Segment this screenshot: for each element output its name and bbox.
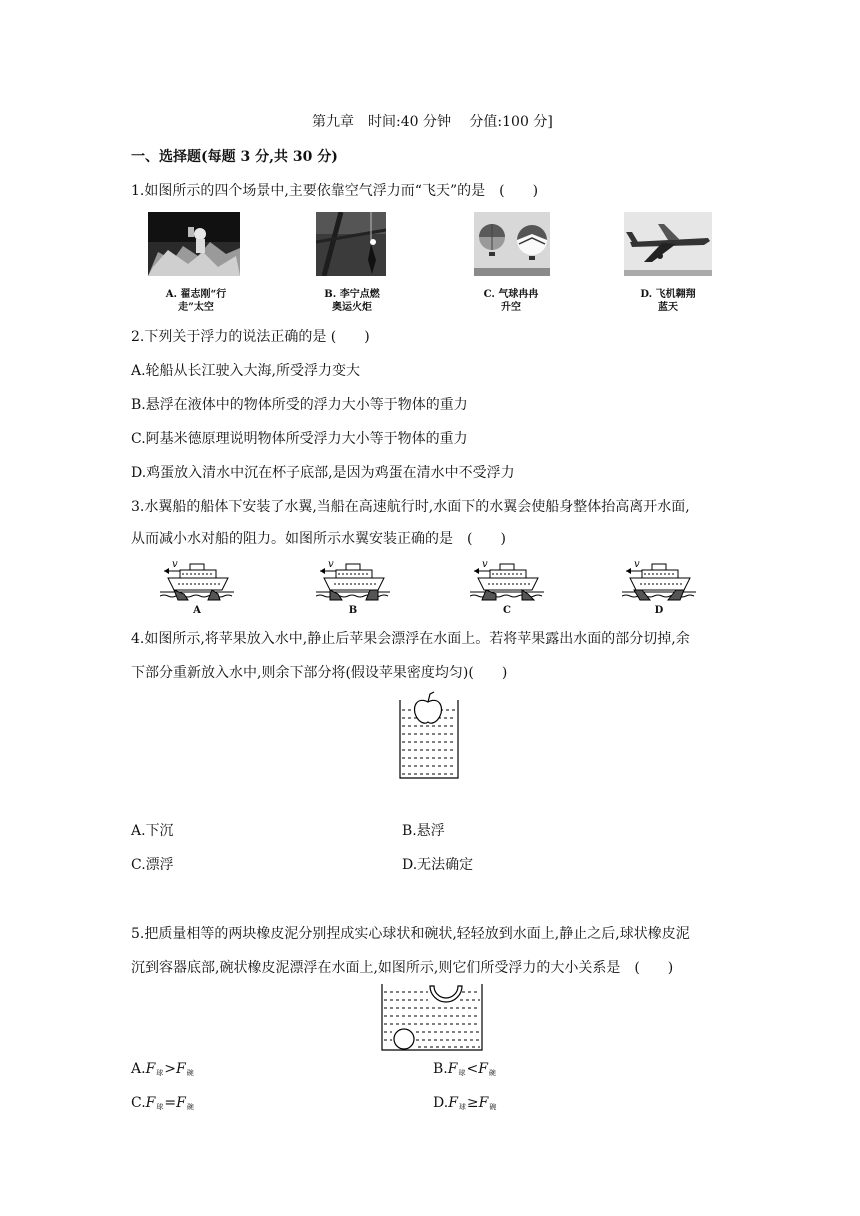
hydrofoil-label-d: D — [654, 605, 664, 616]
caption-b: B. 李宁点燃 奥运火炬 — [324, 289, 380, 313]
q4-option-c: C.漂浮 — [131, 857, 174, 873]
question-4-line1: 4.如图所示,将苹果放入水中,静止后苹果会漂浮在水面上。若将苹果露出水面的部分切掉,余 — [131, 631, 690, 647]
svg-text:v: v — [482, 559, 488, 570]
svg-text:v: v — [328, 559, 334, 570]
caption-c: C. 气球冉冉 升空 — [483, 289, 539, 313]
q2-option-b: B.悬浮在液体中的物体所受的浮力大小等于物体的重力 — [131, 397, 468, 413]
apple-in-water-diagram — [394, 690, 466, 782]
hydrofoil-diagram-c — [470, 558, 544, 620]
question-3-line1: 3.水翼船的船体下安装了水翼,当船在高速航行时,水面下的水翼会使船身整体抬高离开水面, — [131, 499, 690, 515]
q4-option-b: B.悬浮 — [402, 823, 445, 839]
hydrofoil-boat-a — [160, 558, 234, 606]
balloons-photo — [474, 212, 550, 276]
airplane-photo — [624, 212, 712, 276]
hydrofoil-boat-b — [316, 558, 390, 606]
hydrofoil-label-b: B — [348, 605, 358, 616]
q5-option-a: $A.F_球>F_碗$ — [131, 1061, 194, 1077]
hydrofoil-label-c: C — [503, 605, 511, 616]
hydrofoil-label-a: A — [193, 605, 201, 616]
question-5-line2: 沉到容器底部,碗状橡皮泥漂浮在水面上,如图所示,则它们所受浮力的大小关系是 ( ) — [131, 960, 674, 976]
q5-option-c: $C.F_球=F_碗$ — [131, 1095, 194, 1111]
q4-option-a: A.下沉 — [131, 823, 174, 839]
svg-text:v: v — [172, 559, 178, 570]
section-heading: 一、选择题(每题 3 分,共 30 分) — [131, 149, 338, 165]
svg-text:v: v — [634, 559, 640, 570]
torch-lighting-photo — [316, 212, 386, 276]
question-3-line2: 从而减小水对船的阻力。如图所示水翼安装正确的是 ( ) — [131, 531, 506, 547]
hydrofoil-boat-d — [622, 558, 696, 606]
q4-option-d: D.无法确定 — [402, 857, 474, 873]
plasticine-container-diagram — [378, 982, 486, 1054]
caption-d: D. 飞机翱翔 蓝天 — [640, 289, 696, 313]
question-4-line2: 下部分重新放入水中,则余下部分将(假设苹果密度均匀)( ) — [131, 665, 508, 681]
question-2: 2.下列关于浮力的说法正确的是 ( ) — [131, 329, 370, 345]
q2-option-d: D.鸡蛋放入清水中沉在杯子底部,是因为鸡蛋在清水中不受浮力 — [131, 465, 515, 481]
hydrofoil-boat-c — [470, 558, 544, 606]
hydrofoil-diagram-a — [160, 558, 234, 620]
hydrofoil-diagram-d — [622, 558, 696, 620]
spacewalk-photo — [148, 212, 240, 276]
q2-option-c: C.阿基米德原理说明物体所受浮力大小等于物体的重力 — [131, 431, 468, 447]
q2-option-a: A.轮船从长江驶入大海,所受浮力变大 — [131, 363, 361, 379]
question-5-line1: 5.把质量相等的两块橡皮泥分别捏成实心球状和碗状,轻轻放到水面上,静止之后,球状橡皮泥 — [131, 926, 690, 942]
q5-option-b: $B.F_球<F_碗$ — [433, 1061, 496, 1077]
q5-option-d: $D.F_球\ge F_碗$ — [433, 1095, 497, 1111]
caption-a: A. 翟志刚“行 走”太空 — [165, 289, 227, 313]
question-1: 1.如图所示的四个场景中,主要依靠空气浮力而“飞天”的是 ( ) — [131, 183, 539, 199]
hydrofoil-diagram-b — [316, 558, 390, 620]
page-title: 第九章 时间:40 分钟 分值:100 分] — [312, 114, 553, 130]
